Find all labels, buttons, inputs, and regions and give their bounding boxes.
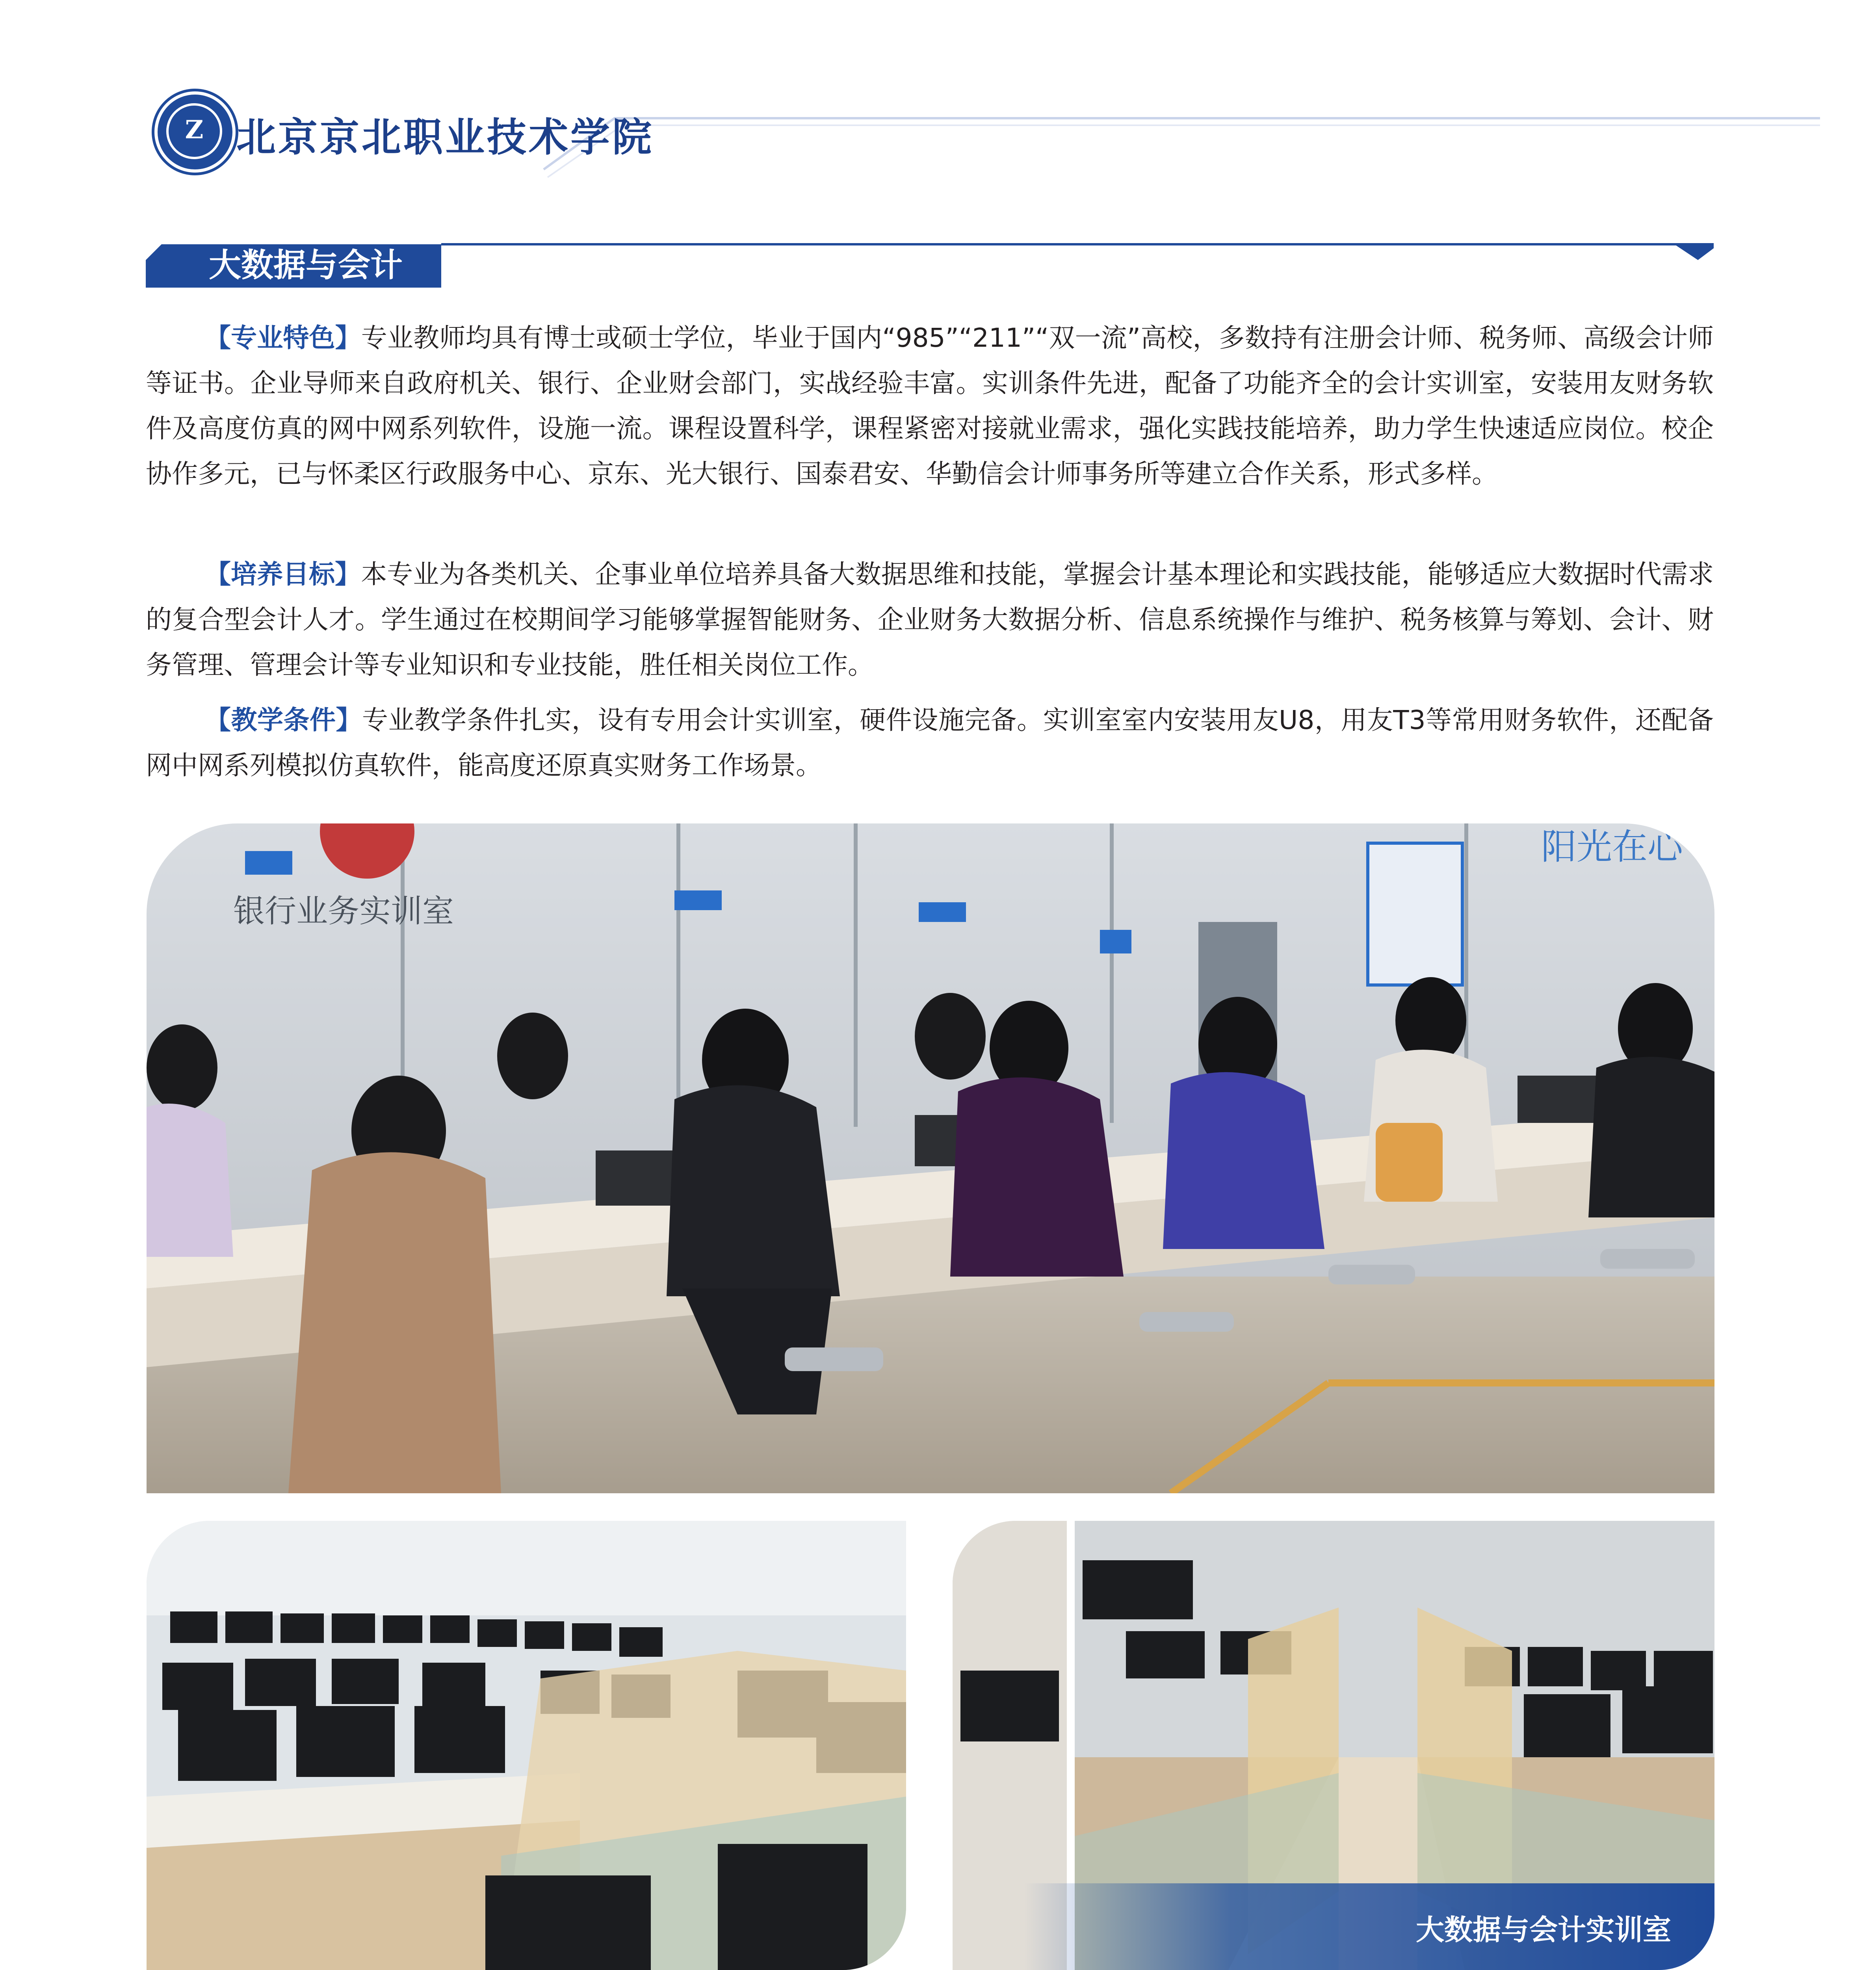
paragraph-teaching-conditions (146, 697, 1714, 788)
paragraph-text: 专业教学条件扎实，设有专用会计实训室，硬件设施完备。实训室室内安装用友U8，用友T3等常用财务软件，还配备网中网系列模拟仿真软件，能高度还原真实财务工作场景。 (146, 705, 1714, 781)
sign-sunshine: 阳光在心 (1541, 826, 1683, 868)
page-header (0, 0, 1876, 181)
photo-bank-training-room (147, 823, 1714, 1493)
logo-mark: Z (166, 103, 222, 159)
section-title: 大数据与会计 (209, 247, 403, 284)
paragraph-key: 【专业特色】 (205, 323, 361, 353)
photo-caption: 大数据与会计实训室 (1415, 1913, 1671, 1946)
paragraph-key: 【教学条件】 (205, 705, 362, 735)
paragraph-features (146, 315, 1714, 496)
school-name: 北京京北职业技术学院 (236, 114, 654, 160)
photo-caption-band (1024, 1883, 1714, 1970)
paragraph-goals (146, 552, 1714, 688)
paragraph-text: 专业教师均具有博士或硕士学位，毕业于国内“985”“211”“双一流”高校，多数持有注册会计师、税务师、高级会计师等证书。企业导师来自政府机关、银行、企业财会部门，实战经验丰富。实训条件先进，配备了功能齐全的会计实训室，安装用友财务软件及高度仿真的网中网系列软件，设施一流。课程设置科学，课程紧密对接就业需求，强化实践技能培养，助力学生快速适应岗位。校企协作多元，已与怀柔区行政服务中心、京东、光大银行、国泰君安、华勤信会计师事务所等建立合作关系，形式多样。 (146, 323, 1714, 489)
section-title-bar (146, 232, 1722, 292)
paragraph-text: 本专业为各类机关、企事业单位培养具备大数据思维和技能，掌握会计基本理论和实践技能，能够适应大数据时代需求的复合型会计人才。学生通过在校期间学习能够掌握智能财务、企业财务大数据分析、信息系统操作与维护、税务核算与筹划、会计、财务管理、管理会计等专业知识和专业技能，胜任相关岗位工作。 (146, 559, 1714, 680)
sign-bank-room: 银行业务实训室 (233, 893, 454, 929)
school-logo (154, 91, 236, 173)
paragraph-key: 【培养目标】 (205, 559, 361, 589)
photo-computer-lab-left (147, 1521, 906, 1970)
